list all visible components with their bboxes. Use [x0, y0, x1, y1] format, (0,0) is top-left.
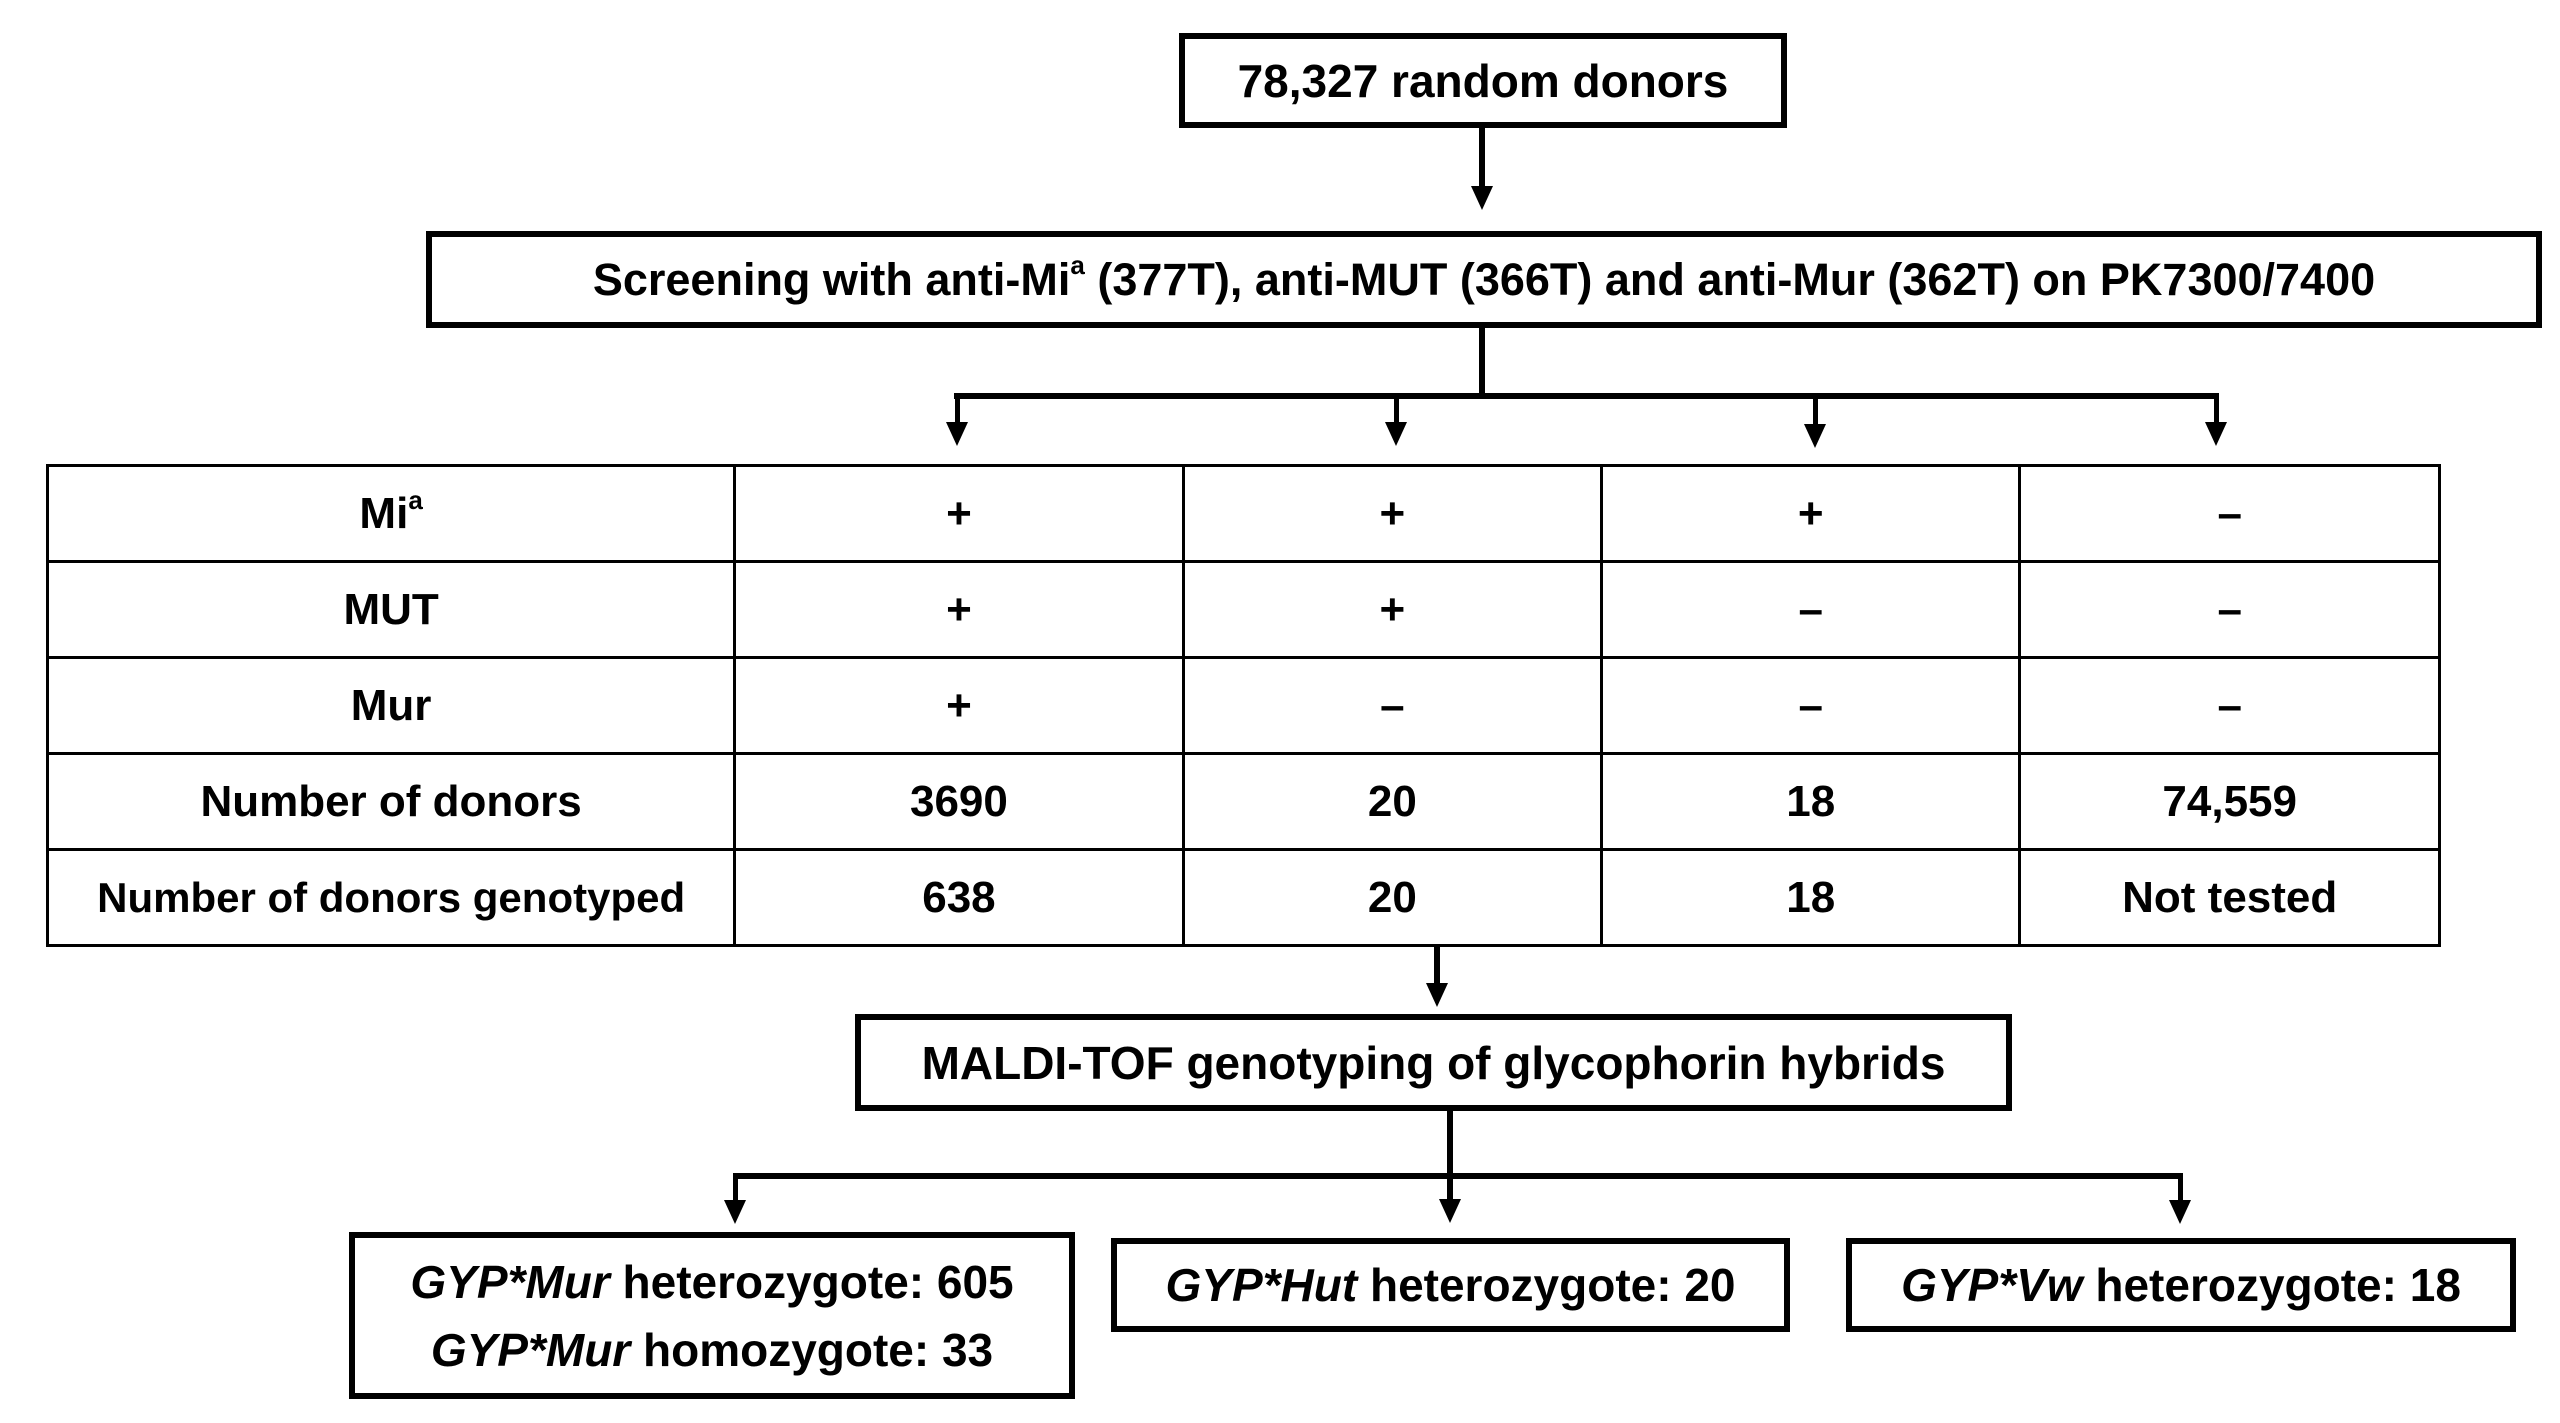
arrow-head — [2205, 422, 2227, 446]
cell: 18 — [1602, 754, 2020, 850]
gene-name: GYP*Hut — [1165, 1259, 1358, 1311]
donors-box — [1179, 33, 1787, 128]
result-text: heterozygote: 20 — [1357, 1259, 1736, 1311]
cell: + — [1183, 562, 1601, 658]
result-line — [1901, 1258, 2461, 1312]
cell: 3690 — [735, 754, 1183, 850]
cell: + — [735, 466, 1183, 562]
arrow-head — [946, 422, 968, 446]
screening-text — [592, 249, 2376, 306]
cell: + — [1602, 466, 2020, 562]
label-sup: a — [408, 484, 423, 515]
table-row — [48, 754, 2440, 850]
arrow-head — [1426, 983, 1448, 1007]
row-label: MUT — [48, 562, 735, 658]
arrow-head — [724, 1200, 746, 1224]
arrow-head — [1439, 1199, 1461, 1223]
screening-box — [426, 231, 2542, 328]
connector — [1447, 1111, 1453, 1201]
cell: 20 — [1183, 754, 1601, 850]
row-label — [48, 466, 735, 562]
result-box-vw — [1846, 1238, 2516, 1332]
connector — [1479, 328, 1485, 399]
cell: + — [735, 562, 1183, 658]
arrow-head — [2169, 1200, 2191, 1224]
result-text: homozygote: 33 — [630, 1323, 994, 1376]
row-label: Mur — [48, 658, 735, 754]
table-row — [48, 562, 2440, 658]
result-text: heterozygote: 18 — [2082, 1259, 2461, 1311]
result-box-mur — [349, 1232, 1075, 1399]
connector — [954, 393, 2219, 399]
arrow-head — [1471, 186, 1493, 210]
connector — [1434, 947, 1440, 987]
table-row — [48, 658, 2440, 754]
cell: – — [2020, 562, 2440, 658]
label-text: Mi — [359, 488, 409, 538]
cell: 18 — [1602, 850, 2020, 946]
phenotype-table — [46, 464, 2441, 947]
connector — [733, 1173, 2183, 1179]
result-box-hut — [1111, 1238, 1790, 1332]
arrow-head — [1385, 422, 1407, 446]
result-text: heterozygote: 605 — [609, 1255, 1014, 1308]
table-row — [48, 850, 2440, 946]
row-label: Number of donors — [48, 754, 735, 850]
cell: – — [1183, 658, 1601, 754]
donors-text: 78,327 random donors — [1237, 54, 1729, 107]
maldi-box — [855, 1014, 2012, 1111]
result-line — [410, 1248, 1013, 1316]
result-line — [431, 1316, 993, 1384]
connector — [1479, 128, 1485, 192]
gene-name: GYP*Vw — [1901, 1259, 2083, 1311]
screening-sup: a — [1070, 249, 1085, 280]
cell: Not tested — [2020, 850, 2440, 946]
row-label: Number of donors genotyped — [48, 850, 735, 946]
maldi-text: MALDI-TOF genotyping of glycophorin hybrids — [921, 1036, 1946, 1089]
cell: – — [1602, 562, 2020, 658]
gene-name: GYP*Mur — [410, 1255, 610, 1308]
cell: – — [2020, 658, 2440, 754]
cell: + — [735, 658, 1183, 754]
cell: 20 — [1183, 850, 1601, 946]
cell: 638 — [735, 850, 1183, 946]
cell: – — [1602, 658, 2020, 754]
result-line — [1166, 1258, 1736, 1312]
table-row — [48, 466, 2440, 562]
screening-prefix: Screening with anti-Mi — [592, 253, 1071, 305]
cell: + — [1183, 466, 1601, 562]
cell: 74,559 — [2020, 754, 2440, 850]
gene-name: GYP*Mur — [430, 1323, 631, 1376]
arrow-head — [1804, 424, 1826, 448]
cell: – — [2020, 466, 2440, 562]
screening-suffix: (377T), anti-MUT (366T) and anti-Mur (362T) on PK7300/7400 — [1084, 253, 2376, 305]
